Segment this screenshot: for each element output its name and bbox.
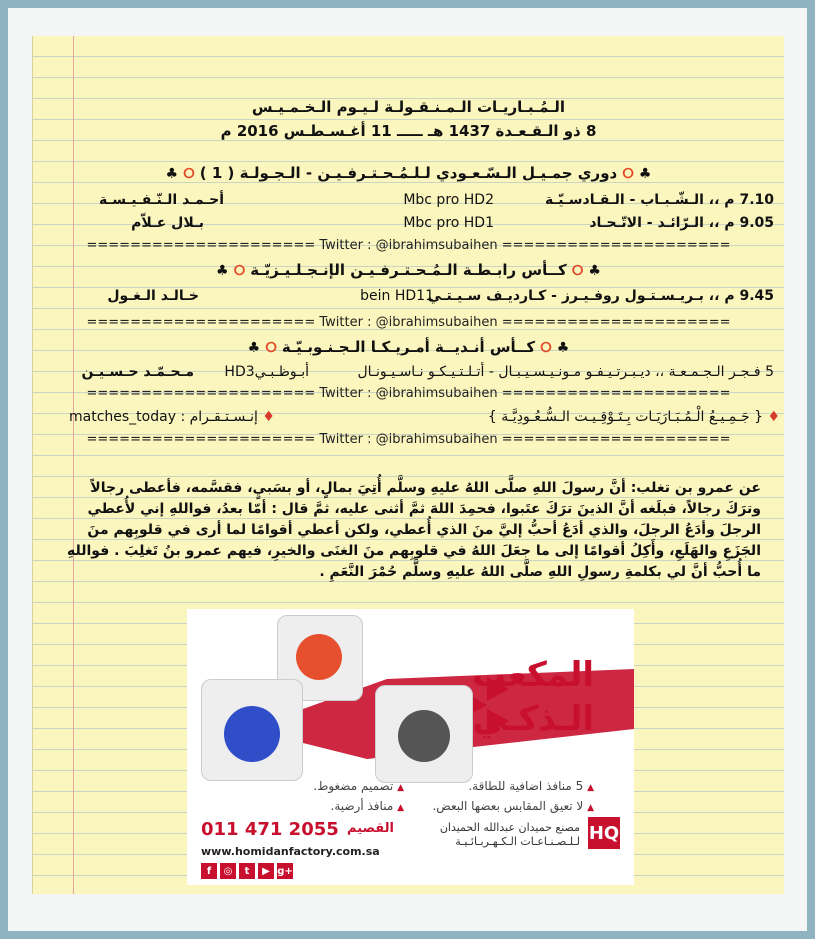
ad-company-line1: مصنع حميدان عبدالله الحميدان — [439, 821, 580, 834]
match-commentator: بـلال عـلاّم — [131, 215, 204, 231]
club-icon: ♣ — [588, 263, 601, 279]
club-icon: ♣ — [638, 166, 652, 182]
ad-phone[interactable]: 011 471 2055 — [201, 819, 339, 840]
facebook-icon[interactable]: f — [201, 863, 217, 879]
separator: ===================== Twitter : @ibrahimsubaihen ===================== — [86, 238, 731, 253]
ad-title — [472, 653, 594, 741]
triangle-icon: ▲ — [587, 783, 594, 793]
match-row — [33, 215, 784, 237]
match-time-teams: 7.10 م ،، الـشّـبـاب - الـقـادسـيّـة — [544, 192, 774, 208]
club-icon: ♣ — [216, 263, 229, 279]
separator: ===================== Twitter : @ibrahimsubaihen ===================== — [86, 432, 731, 447]
triangle-icon: ▲ — [587, 803, 594, 813]
instagram-icon[interactable]: ◎ — [220, 863, 236, 879]
instagram-info — [488, 409, 780, 425]
circle-icon: ⭘ — [622, 166, 634, 182]
separator: ===================== Twitter : @ibrahimsubaihen ===================== — [86, 315, 731, 330]
match-time-teams: 5 فـجـر الـجـمـعـة ،، ديـبـرتـيـفـو مـونـيـسـيـبـال - أتـلـتـيـكـو نـاسـيـونـال — [357, 364, 774, 380]
feature-text: لا تعيق المقابس بعضها البعض. — [432, 799, 584, 813]
match-row — [33, 288, 784, 310]
feature-text: تصميم مضغوط. — [313, 779, 394, 793]
circle-icon: ⭘ — [571, 263, 584, 279]
section-title-text: كــأس رابـطـة الـمُـحـتـرفـيـن الإنـجـلـيـزيّـة — [250, 261, 567, 279]
match-channel: Mbc pro HD1 — [403, 215, 494, 231]
google-plus-icon[interactable]: g+ — [277, 863, 293, 879]
page-date: 8 ذو الـقـعـدة 1437 هـ ـــــ 11 أغـسـطـس 2016 م — [220, 122, 597, 140]
diamond-icon: ♦ — [767, 409, 780, 425]
circle-icon: ⭘ — [540, 340, 552, 356]
club-icon: ♣ — [165, 166, 179, 182]
match-row — [33, 364, 784, 386]
company-logo-icon: HQ — [588, 817, 620, 849]
instagram-handle — [69, 409, 275, 425]
cube-blue — [201, 679, 303, 781]
socket-orange — [296, 634, 342, 680]
section-title-text: دوري جمـيـل الـسّـعـودي لـلـمُـحـتـرفـيـن - الـجـولـة ( 1 ) — [199, 164, 618, 182]
section-title-efl-cup — [33, 261, 784, 279]
match-channel: bein HD11 — [360, 288, 434, 304]
match-commentator: أحـمـد الـنّـفـيـسـة — [98, 192, 224, 208]
twitter-icon[interactable]: t — [239, 863, 255, 879]
instagram-row — [33, 409, 784, 431]
feature-text: منافذ أرضية. — [330, 799, 394, 813]
feature-item — [313, 779, 404, 793]
cube-grey — [375, 685, 473, 783]
youtube-icon[interactable]: ▶ — [258, 863, 274, 879]
instagram-note: { جَـمِـيـعُ الْـمُـبَـارَيَـات بِـتَـوْقِـيـت الـسُّـعُـودِيَّـة } — [487, 409, 763, 425]
ad-website[interactable]: www.homidanfactory.com.sa — [201, 845, 380, 858]
section-title-text: كــأس أنـديــة أمـريـكـا الـجـنـوبـيّـة — [281, 338, 536, 356]
triangle-icon: ▲ — [397, 783, 404, 793]
ad-company-line2: لـلـصـنـاعـات الـكـهـربـائـيـة — [455, 835, 580, 848]
section-title-saudi-league — [33, 164, 784, 182]
club-icon: ♣ — [556, 340, 570, 356]
separator: ===================== Twitter : @ibrahimsubaihen ===================== — [86, 386, 731, 401]
match-channel: أبـوظـبـيHD3 — [224, 364, 309, 380]
diamond-icon: ♦ — [262, 409, 275, 425]
feature-item — [468, 779, 594, 793]
match-row — [33, 192, 784, 214]
ad-company — [440, 821, 580, 849]
feature-text: 5 منافذ اضافية للطاقة. — [468, 779, 584, 793]
hadith-quote: عن عمرو بن تغلب: أنَّ رسولَ اللهِ صلَّى اللهُ عليهِ وسلَّم أُتِيَ بمالٍ، أو بسَبيٍ، فقسَّمه، فأعطى رجالاً وترَكَ رجالاً، فبلَغه أنَّ الذينَ ترَكَ عتَبوا، فحمِدَ اللهَ ثمَّ أثنى عليه، ثمَّ قال : أمّا بعدُ، فواللهِ إني لأُعطي الرجلَ وأدَعُ الرجلَ، والذي أدَعُ أحبُّ إليَّ منَ الذي أُعطي، ولكن أعطي أقوامًا لما أرى في قلوبِهم منَ الجَزَعِ والهَلَعِ، وأَكِلُ أقوامًا إلى ما جعَلَ اللهُ في قلوبِهم منَ الغنَى والخيرِ، فيهم عمرو بنُ تَغلِبَ . فواللهِ ما أُحبُّ أنَّ لي بكلمةِ رسولِ اللهِ صلَّى اللهُ عليهِ وسلَّم حُمْرَ النَّعَمِ . — [67, 480, 761, 580]
circle-icon: ⭘ — [233, 263, 246, 279]
circle-icon: ⭘ — [265, 340, 277, 356]
triangle-icon: ▲ — [397, 803, 404, 813]
feature-item — [432, 799, 594, 813]
feature-item — [331, 799, 405, 813]
club-icon: ♣ — [247, 340, 261, 356]
instagram-label[interactable]: إنـسـتـقـرام : matches_today — [69, 409, 258, 425]
circle-icon: ⭘ — [183, 166, 195, 182]
match-commentator: خـالـد الـغـول — [107, 288, 199, 304]
advertisement[interactable] — [187, 609, 634, 885]
ad-title-line2: الـذكـي — [472, 699, 594, 739]
page-title: الـمُـبـاريـات الـمـنـقـولـة لـيـوم الـخـمـيـس — [251, 98, 566, 116]
match-commentator: مـحـمّـد حـسـيـن — [81, 364, 194, 380]
paper-sheet — [32, 36, 784, 894]
socket-grey — [398, 710, 450, 762]
match-channel: Mbc pro HD2 — [403, 192, 494, 208]
ad-city: القصيم — [347, 821, 395, 836]
ad-title-line1: المكعب — [471, 655, 594, 695]
match-time-teams: 9.05 م ،، الـرّائـد - الاتّـحـاد — [589, 215, 774, 231]
match-time-teams: 9.45 م ،، بـريـسـتـول روفـيـرز - كـارديـف سـيـتـي — [427, 288, 774, 304]
social-icons — [201, 863, 293, 879]
section-title-copa-sudamericana — [33, 338, 784, 356]
socket-blue — [224, 706, 280, 762]
